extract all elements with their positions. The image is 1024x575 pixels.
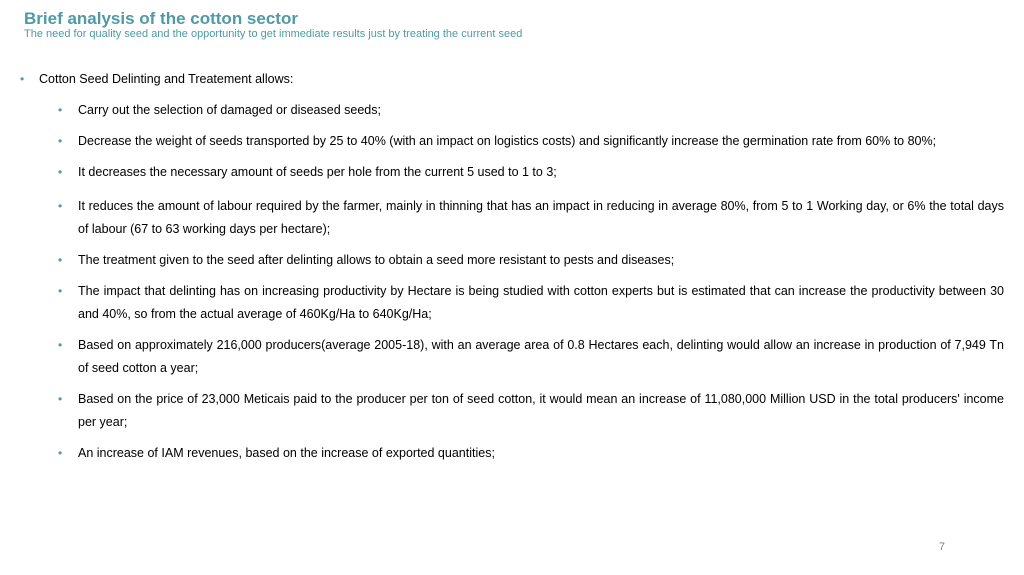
list-item-text: Decrease the weight of seeds transported by 25 to 40% (with an impact on logistics costs) and significantly increase the germination rate from 60% to 80%;: [78, 134, 937, 148]
bullet-dot-icon: •: [58, 103, 63, 117]
slide-title: Brief analysis of the cotton sector: [24, 9, 298, 28]
slide-content: [20, 68, 1004, 473]
slide-subtitle: The need for quality seed and the opportunity to get immediate results just by treating the current seed: [24, 28, 523, 40]
list-item: [20, 99, 1004, 122]
list-item-text: The impact that delinting has on increasing productivity by Hectare is being studied with cotton experts but is estimated that can increase the productivity between 30 and 40%, so from the actual average of 460Kg/Ha to 640Kg/Ha;: [78, 284, 1004, 321]
bullet-dot-icon: •: [20, 72, 25, 86]
bullet-dot-icon: •: [58, 392, 63, 406]
list-item: [20, 442, 1004, 465]
bullet-dot-icon: •: [58, 446, 63, 460]
bullet-dot-icon: •: [58, 338, 63, 352]
list-item-text: It reduces the amount of labour required by the farmer, mainly in thinning that has an impact in reducing in average 80%, from 5 to 1 Working day, or 6% the total days of labour (67 to 63 working days per hectare);: [78, 199, 1004, 236]
list-item: [20, 161, 1004, 184]
list-item-text: Carry out the selection of damaged or diseased seeds;: [78, 103, 381, 117]
list-item: [20, 280, 1004, 326]
bullet-dot-icon: •: [58, 253, 63, 267]
list-item: [20, 130, 1004, 153]
list-item: [20, 334, 1004, 380]
list-item-text: Based on approximately 216,000 producers(average 2005-18), with an average area of 0.8 Hectares each, delinting would allow an increase in production of 7,949 Tn of seed cotton a year;: [78, 338, 1004, 375]
list-item: [20, 249, 1004, 272]
list-item-text: An increase of IAM revenues, based on the increase of exported quantities;: [78, 446, 495, 460]
list-item-text: It decreases the necessary amount of seeds per hole from the current 5 used to 1 to 3;: [78, 165, 557, 179]
bullet-dot-icon: •: [58, 284, 63, 298]
list-item: [20, 388, 1004, 434]
list-item: [20, 195, 1004, 241]
page-number: 7: [938, 541, 945, 553]
list-item-text: The treatment given to the seed after delinting allows to obtain a seed more resistant to pests and diseases;: [78, 253, 675, 267]
bullet-dot-icon: •: [58, 134, 63, 148]
list-item-text: Cotton Seed Delinting and Treatement allows:: [39, 72, 294, 86]
list-item-text: Based on the price of 23,000 Meticais paid to the producer per ton of seed cotton, it would mean an increase of 11,080,000 Million USD in the total producers' income per year;: [78, 392, 1004, 429]
bullet-dot-icon: •: [58, 199, 63, 213]
bullet-dot-icon: •: [58, 165, 63, 179]
list-item-intro: [20, 68, 1004, 91]
